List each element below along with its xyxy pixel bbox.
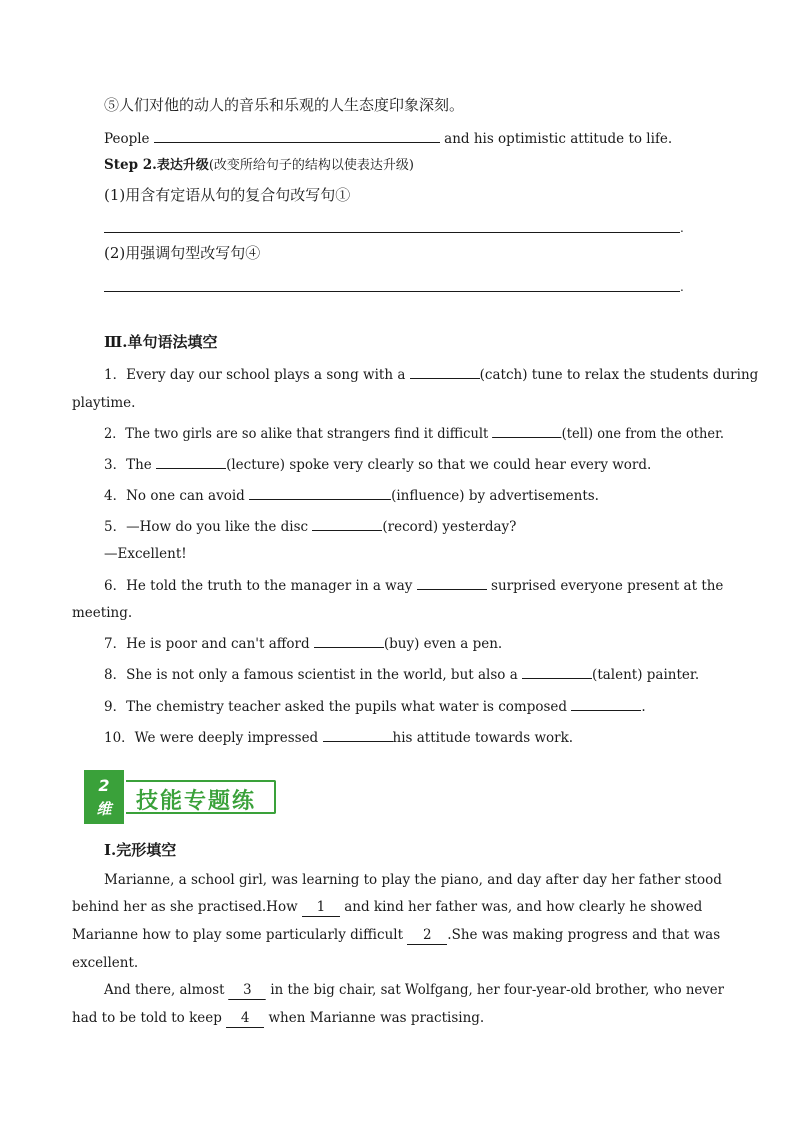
item5-blank[interactable] (154, 128, 440, 143)
cloze-blank-4[interactable]: 4 (226, 1009, 264, 1028)
step2-label: Step 2. (104, 157, 157, 173)
cloze-blank-1[interactable]: 1 (302, 898, 340, 917)
banner-label-box (126, 780, 276, 814)
badge-number: 2 (98, 776, 110, 795)
item5-end: and his optimistic attitude to life. (444, 131, 673, 147)
cloze-text: when Marianne was practising. (264, 1010, 485, 1026)
grammar-item-text: 1．Every day our school plays a song with a (104, 367, 410, 383)
grammar-item-8 (104, 664, 699, 684)
badge-text: 维 (96, 800, 112, 818)
grammar-item-3 (104, 454, 651, 474)
grammar-blank-3[interactable] (156, 454, 226, 469)
cloze-p1-line4: excellent. (72, 955, 139, 971)
step2-title: 表达升级 (156, 158, 209, 173)
grammar-item-text: (lecture) spoke very clearly so that we could hear every word. (226, 457, 652, 473)
cloze-text: .She was making progress and that was (447, 927, 721, 943)
grammar-item-text: (record) yesterday? (382, 519, 517, 535)
grammar-item-text: 10．We were deeply impressed (104, 730, 323, 746)
grammar-item-text: surprised everyone present at the (486, 578, 724, 594)
grammar-blank-4[interactable] (249, 485, 391, 500)
grammar-item-text: (tell) one from the other. (561, 426, 724, 442)
cloze-p1-line1: Marianne, a school girl, was learning to play the piano, and day after day her father stood (104, 872, 722, 888)
cloze-text: behind her as she practised.How (72, 899, 302, 915)
banner-badge (84, 770, 124, 824)
grammar-item-9 (104, 696, 646, 716)
cloze-text: And there, almost (104, 982, 229, 998)
sub2-prompt: (2)用强调句型改写句④ (104, 244, 261, 262)
grammar-item-text: 6．He told the truth to the manager in a way (104, 578, 417, 594)
grammar-heading: Ⅲ.单句语法填空 (104, 333, 218, 351)
item5-sentence (104, 128, 672, 148)
cloze-p1-line3 (72, 926, 720, 945)
sub2-answer-line[interactable] (104, 291, 680, 292)
section-banner (84, 770, 278, 824)
item5-prompt: ⑤人们对他的动人的音乐和乐观的人生态度印象深刻。 (104, 96, 465, 114)
grammar-item-1-cont: playtime. (72, 395, 136, 411)
grammar-blank-10[interactable] (323, 727, 393, 742)
grammar-item-text: . (641, 699, 646, 715)
cloze-blank-3[interactable]: 3 (229, 981, 266, 1000)
grammar-item-text: his attitude towards work. (392, 730, 574, 746)
item5-start: People (104, 131, 150, 147)
banner-title: 技能专题练 (136, 789, 257, 814)
grammar-item-6-cont: meeting. (72, 605, 133, 621)
grammar-blank-7[interactable] (314, 633, 384, 648)
cloze-p1-line2 (72, 898, 702, 917)
grammar-item-5 (104, 516, 516, 536)
grammar-blank-6[interactable] (417, 575, 487, 590)
sub1-prompt: (1)用含有定语从句的复合句改写句① (104, 186, 351, 204)
grammar-blank-1[interactable] (410, 364, 480, 379)
grammar-item-4 (104, 485, 599, 505)
cloze-text: had to be told to keep (72, 1010, 227, 1026)
grammar-item-2 (104, 423, 724, 443)
cloze-heading: Ⅰ.完形填空 (104, 841, 177, 859)
grammar-item-1 (104, 364, 759, 384)
cloze-text: Marianne how to play some particularly difficult (72, 927, 408, 943)
grammar-item-text: 2．The two girls are so alike that strangers find it difficult (104, 426, 493, 442)
grammar-item-text: 5．—How do you like the disc (104, 519, 313, 535)
grammar-item-7 (104, 633, 502, 653)
cloze-text: in the big chair, sat Wolfgang, her four-year-old brother, who never (266, 982, 725, 998)
sub2-period: . (680, 280, 684, 294)
grammar-item-text: 7．He is poor and can't afford (104, 636, 314, 652)
sub1-period: . (680, 221, 684, 235)
grammar-blank-5[interactable] (312, 516, 382, 531)
grammar-item-10 (104, 727, 573, 747)
grammar-item-text: (talent) painter. (592, 667, 700, 683)
grammar-item-text: 4．No one can avoid (104, 488, 250, 504)
grammar-item-text: 3．The (104, 457, 157, 473)
grammar-blank-8[interactable] (522, 664, 592, 679)
cloze-p2-line2 (72, 1009, 484, 1028)
grammar-item-5-cont: —Excellent! (104, 546, 187, 562)
grammar-blank-2[interactable] (492, 423, 561, 438)
step2-line (104, 156, 414, 175)
grammar-item-text: (catch) tune to relax the students during (479, 367, 759, 383)
sub1-answer-line[interactable] (104, 232, 680, 233)
grammar-item-text: 9．The chemistry teacher asked the pupils what water is composed (104, 699, 572, 715)
grammar-item-6 (104, 575, 724, 595)
grammar-item-text: (buy) even a pen. (383, 636, 503, 652)
cloze-text: and kind her father was, and how clearly he showed (339, 899, 703, 915)
grammar-item-text: (influence) by advertisements. (391, 488, 599, 504)
grammar-item-text: 8．She is not only a famous scientist in the world, but also a (104, 667, 523, 683)
cloze-p2-line1 (104, 981, 724, 1000)
cloze-blank-2[interactable]: 2 (407, 926, 447, 945)
grammar-blank-9[interactable] (571, 696, 641, 711)
step2-note: (改变所给句子的结构以使表达升级) (208, 158, 414, 173)
